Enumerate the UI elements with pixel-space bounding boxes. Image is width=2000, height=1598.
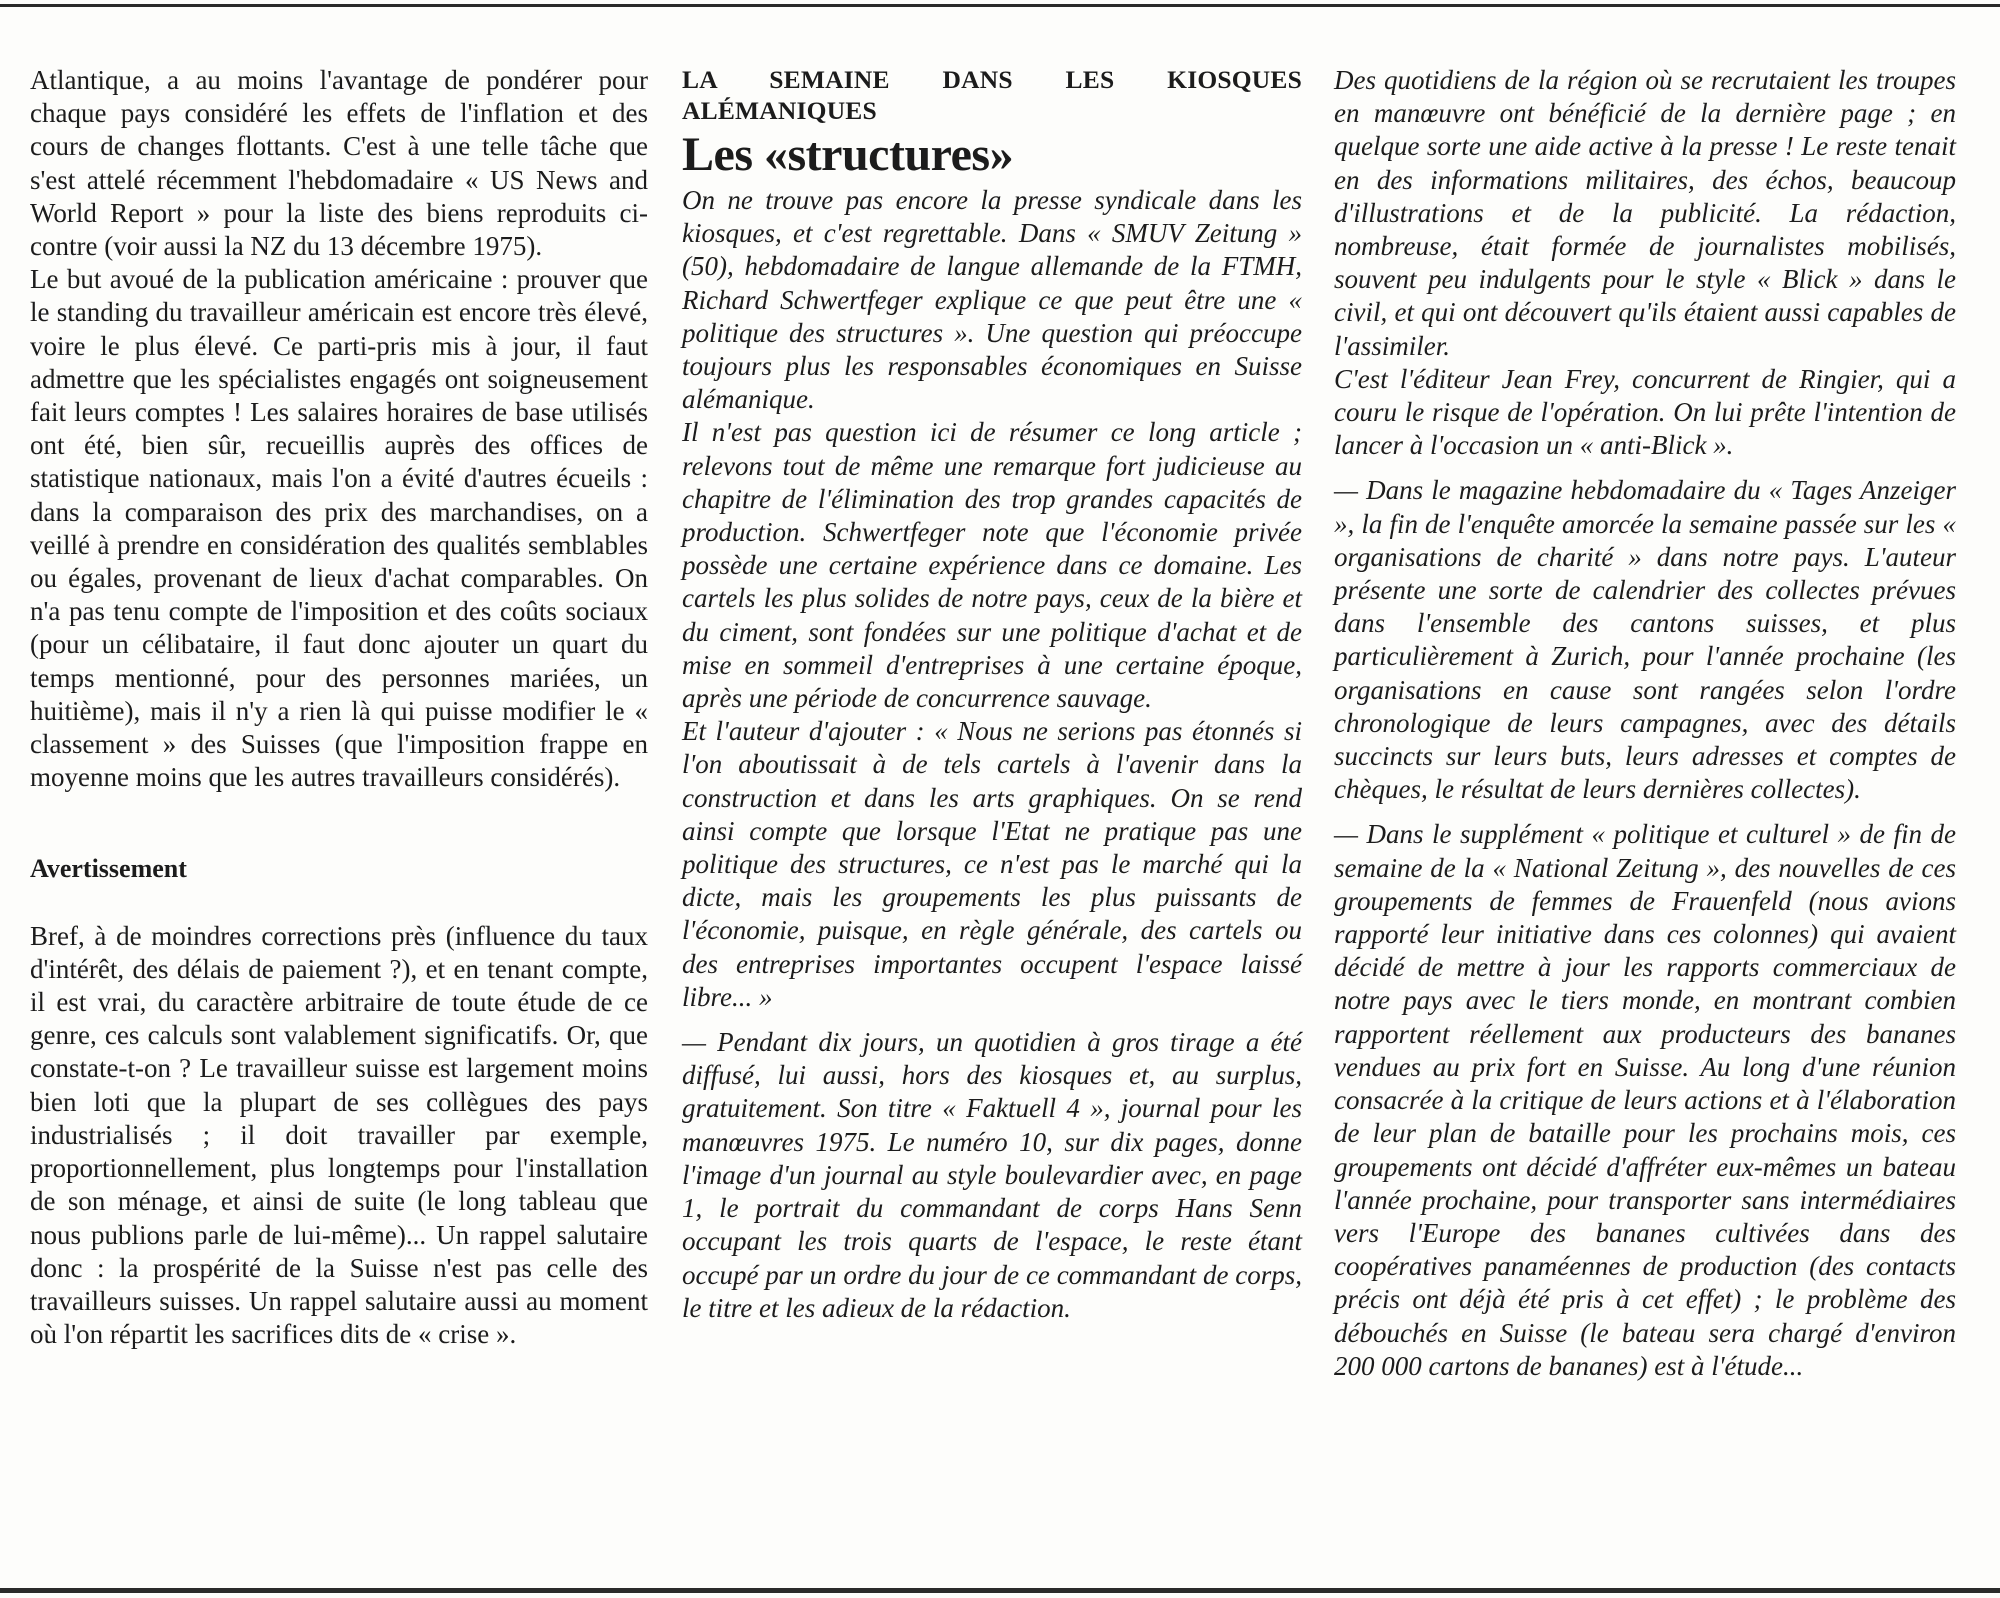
paragraph: Des quotidiens de la région où se recrutaient les troupes en manœuvre ont bénéficié de la dernière page ; en quelque sorte une aide active à la presse ! Le reste tenait en des informations militaires, des échos, beaucoup d'illustrations et de la publicité. La rédaction, nombreuse, était formée de journalistes mobilisés, souvent peu indulgents pour le style « Blick » dans le civil, et qui ont découvert qu'ils étaient aussi capables de l'assimiler. xyxy=(1334,65,1956,361)
top-rule xyxy=(0,4,2000,7)
bottom-rule xyxy=(0,1588,2000,1593)
subheading-avertissement: Avertissement xyxy=(30,854,187,884)
paragraph: Le but avoué de la publication américaine : prouver que le standing du travailleur américain est encore très élevé, voire le plus élevé. Ce parti-pris mis à jour, il faut admettre que les spécialistes engagés ont soigneusement fait leurs comptes ! Les salaires horaires de base utilisés ont été, bien sûr, recueillis auprès des offices de statistique nationaux, mais l'on a évité d'autres écueils : dans la comparaison des prix des marchandises, on a veillé à prendre en considération des qualités semblables ou égales, provenant de lieux d'achat comparables. On n'a pas tenu compte de l'imposition et des coûts sociaux (pour un célibataire, il faut donc ajouter un quart du temps mentionné, pour des personnes mariées, un huitième), mais il n'y a rien là qui puisse modifier le « classement » des Suisses (que l'imposition frappe en moyenne moins que les autres travailleurs considérés). xyxy=(30,264,648,793)
paragraph: — Dans le supplément « politique et culturel » de fin de semaine de la « National Zeitung », des nouvelles de ces groupements de femmes de Frauenfeld (nous avions rapporté leur initiative dans ces colonnes) qui avaient décidé de mettre à jour les rapports commerciaux de notre pays avec le tiers monde, en montrant combien rapportent réellement aux producteurs des bananes vendues au prix fort en Suisse. Au long d'une réunion consacrée à la critique de leurs actions et à l'élaboration de leur plan de bataille pour les prochains mois, ces groupements ont décidé d'affréter eux-mêmes un bateau l'année prochaine, pour transporter sans intermédiaires vers l'Europe des bananes cultivées dans des coopératives panaméennes de production (des contacts précis ont déjà été pris à cet effet) ; le problème des débouchés en Suisse (le bateau sera chargé d'environ 200 000 cartons de bananes) est à l'étude... xyxy=(1334,819,1956,1381)
paragraph: C'est l'éditeur Jean Frey, concurrent de Ringier, qui a couru le risque de l'opération. On lui prête l'intention de lancer à l'occasion un « anti-Blick ». xyxy=(1334,363,1956,461)
paragraph: On ne trouve pas encore la presse syndicale dans les kiosques, et c'est regrettable. Dans « SMUV Zeitung » (50), hebdomadaire de langue allemande de la FTMH, Richard Schwertfeger explique ce que peut être une « politique des structures ». Une question qui préoccupe toujours plus les responsables économiques en Suisse alémanique. xyxy=(682,185,1302,415)
column-right xyxy=(1334,64,1956,1383)
paragraph: Atlantique, a au moins l'avantage de pondérer pour chaque pays considéré les effets de l'inflation et des cours de changes flottants. C'est à une telle tâche que s'est attelé récemment l'hebdomadaire « US News and World Report » pour la liste des biens reproduits ci-contre (voir aussi la NZ du 13 décembre 1975). xyxy=(30,65,648,262)
paragraph: Bref, à de moindres corrections près (influence du taux d'intérêt, des délais de paiement ?), et en tenant compte, il est vrai, du caractère arbitraire de toute étude de ce genre, ces calculs sont valablement significatifs. Or, que constate-t-on ? Le travailleur suisse est largement moins bien loti que la plupart de ses collègues des pays industrialisés ; il doit travailler par exemple, proportionnellement, plus longtemps pour l'installation de son ménage, et ainsi de suite (le long tableau que nous publions parle de lui-même)... Un rappel salutaire donc : la prospérité de la Suisse n'est pas celle des travailleurs suisses. Un rappel salutaire aussi au moment où l'on répartit les sacrifices dits de « crise ». xyxy=(30,920,648,1350)
paragraph: — Pendant dix jours, un quotidien à gros tirage a été diffusé, lui aussi, hors des kiosques et, au surplus, gratuitement. Son titre « Faktuell 4 », journal pour les manœuvres 1975. Le numéro 10, sur dix pages, donne l'image d'un journal au style boulevardier avec, en page 1, le portrait du commandant de corps Hans Senn occupant les trois quarts de l'espace, le reste étant occupé par un ordre du jour de ce commandant de corps, le titre et les adieux de la rédaction. xyxy=(682,1027,1302,1323)
paragraph: Et l'auteur d'ajouter : « Nous ne serions pas étonnés si l'on aboutissait à de tels cartels à l'avenir dans la construction et dans les arts graphiques. On se rend ainsi compte que lorsque l'Etat ne pratique pas une politique des structures, ce n'est pas le marché qui la dicte, mais les groupements les plus puissants de l'économie, puisque, en règle générale, des cartels ou des entreprises importantes occupent l'espace laissé libre... » xyxy=(682,716,1302,1012)
paragraph: Il n'est pas question ici de résumer ce long article ; relevons tout de même une remarque fort judicieuse au chapitre de l'élimination des trop grandes capacités de production. Schwertfeger note que l'économie privée possède une certaine expérience dans ce domaine. Les cartels les plus solides de notre pays, ceux de la bière et du ciment, sont fondées sur une politique d'achat et de mise en sommeil d'entreprises à une certaine époque, après une période de concurrence sauvage. xyxy=(682,417,1302,714)
article-title: Les «structures» xyxy=(682,128,1014,181)
paragraph: — Dans le magazine hebdomadaire du « Tages Anzeiger », la fin de l'enquête amorcée la semaine passée sur les « organisations de charité » dans notre pays. L'auteur présente une sorte de calendrier des collectes prévues dans l'ensemble des cantons suisses, et plus particulièrement à Zurich, pour l'année prochaine (les organisations en cause sont rangées selon l'ordre chronologique de leurs campagnes, avec des détails succincts sur leurs buts, leurs adresses et comptes de chèques, le résultat de leurs dernières collectes). xyxy=(1334,475,1956,805)
column-left xyxy=(30,64,648,1351)
section-kicker: LA SEMAINE DANS LES KIOSQUES ALÉMANIQUES xyxy=(682,65,1302,125)
column-middle xyxy=(682,64,1302,1325)
